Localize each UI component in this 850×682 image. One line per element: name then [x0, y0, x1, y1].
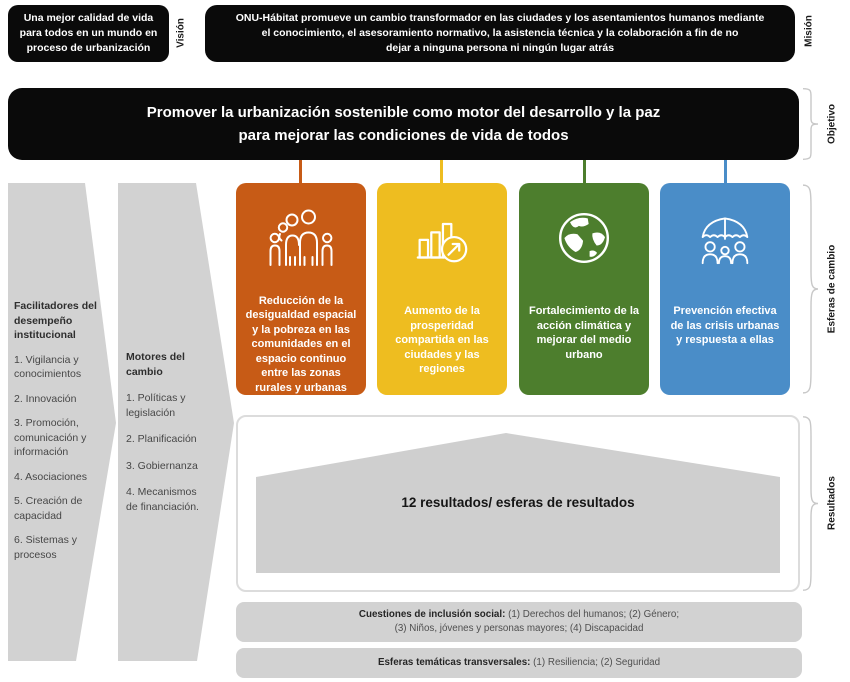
connector-line-4 — [724, 160, 727, 184]
esferas-tematicas-rest: (1) Resiliencia; (2) Seguridad — [530, 657, 661, 668]
objetivo-brace — [801, 88, 819, 160]
mission-box — [205, 5, 795, 62]
esfera-text: Fortalecimiento de la acción climática y mejorar del medio urbano — [528, 305, 640, 361]
umbrella-people-icon — [695, 205, 755, 271]
esfera-card-desigualdad — [236, 183, 366, 395]
resultados-brace — [801, 415, 819, 592]
mission-line: el conocimiento, el asesoramiento normativo, la asistencia técnica y la colaboración a fin de no — [261, 27, 739, 39]
globe-icon — [556, 205, 612, 271]
facilitadores-item: 3. Promoción, comunicación y información — [14, 417, 87, 458]
facilitadores-item: 4. Asociaciones — [14, 470, 87, 483]
esfera-card-crisis — [660, 183, 790, 395]
objetivo-line: Promover la urbanización sostenible como motor del desarrollo y la paz — [146, 104, 661, 121]
vision-line: proceso de urbanización — [26, 42, 151, 54]
motores-item: 4. Mecanismos de financiación. — [126, 486, 199, 513]
mission-line: ONU-Hábitat promueve un cambio transformador en las ciudades y los asentamientos humanos mediante — [235, 12, 765, 24]
vision-box — [8, 5, 169, 62]
inclusion-social-line2: (3) Niños, jóvenes y personas mayores; (4) Discapacidad — [394, 623, 644, 634]
inclusion-social-bar — [236, 602, 802, 642]
mission-line: dejar a ninguna persona ni ningún lugar atrás — [385, 42, 615, 54]
motores-item: 3. Gobiernanza — [126, 459, 198, 472]
facilitadores-item: 2. Innovación — [14, 392, 77, 405]
esferas-brace — [801, 183, 819, 395]
connector-line-1 — [299, 160, 302, 184]
facilitadores-title: Facilitadores del desempeño institucional — [14, 300, 97, 341]
resultados-text: 12 resultados/ esferas de resultados — [401, 495, 635, 510]
facilitadores-item: 6. Sistemas y procesos — [14, 534, 78, 561]
esferas-tematicas-line — [378, 656, 660, 670]
facilitadores-block — [14, 299, 100, 572]
esfera-text: Prevención efectiva de las crisis urbanas y respuesta a ellas — [670, 305, 780, 346]
mission-label: Misión — [803, 15, 815, 47]
objetivo-label: Objetivo — [826, 103, 838, 145]
esferas-tematicas-bold: Esferas temáticas transversales: — [377, 657, 531, 668]
esferas-label: Esferas de cambio — [826, 244, 838, 334]
esfera-card-prosperidad — [377, 183, 507, 395]
motores-block — [126, 350, 204, 526]
esferas-tematicas-bar — [236, 648, 802, 678]
objetivo-line: para mejorar las condiciones de vida de todos — [238, 127, 569, 144]
motores-item: 1. Políticas y legislación — [126, 392, 186, 419]
vision-label: Visión — [175, 18, 187, 48]
resultados-label: Resultados — [826, 476, 838, 530]
bar-chart-growth-icon — [412, 205, 472, 271]
inclusion-social-bold: Cuestiones de inclusión social: — [358, 609, 506, 620]
connector-line-2 — [440, 160, 443, 184]
esfera-text: Aumento de la prosperidad compartida en las ciudades y las regiones — [395, 305, 489, 375]
motores-item: 2. Planificación — [126, 433, 197, 445]
inclusion-social-line1 — [359, 608, 679, 622]
family-icon — [268, 205, 334, 270]
facilitadores-item: 5. Creación de capacidad — [14, 495, 83, 522]
vision-line: Una mejor calidad de vida — [23, 12, 154, 24]
vision-line: para todos en un mundo en — [19, 27, 158, 39]
motores-title: Motores del cambio — [126, 351, 185, 378]
connector-line-3 — [583, 160, 586, 184]
facilitadores-item: 1. Vigilancia y conocimientos — [14, 353, 82, 380]
inclusion-social-rest: (1) Derechos del humanos; (2) Género; — [505, 609, 680, 620]
esfera-text: Reducción de la desigualdad espacial y la pobreza en las comunidades en el espacio continuo entre las zonas rurales y urbanas — [245, 294, 357, 394]
objetivo-box — [8, 88, 799, 160]
esfera-card-clima — [519, 183, 649, 395]
